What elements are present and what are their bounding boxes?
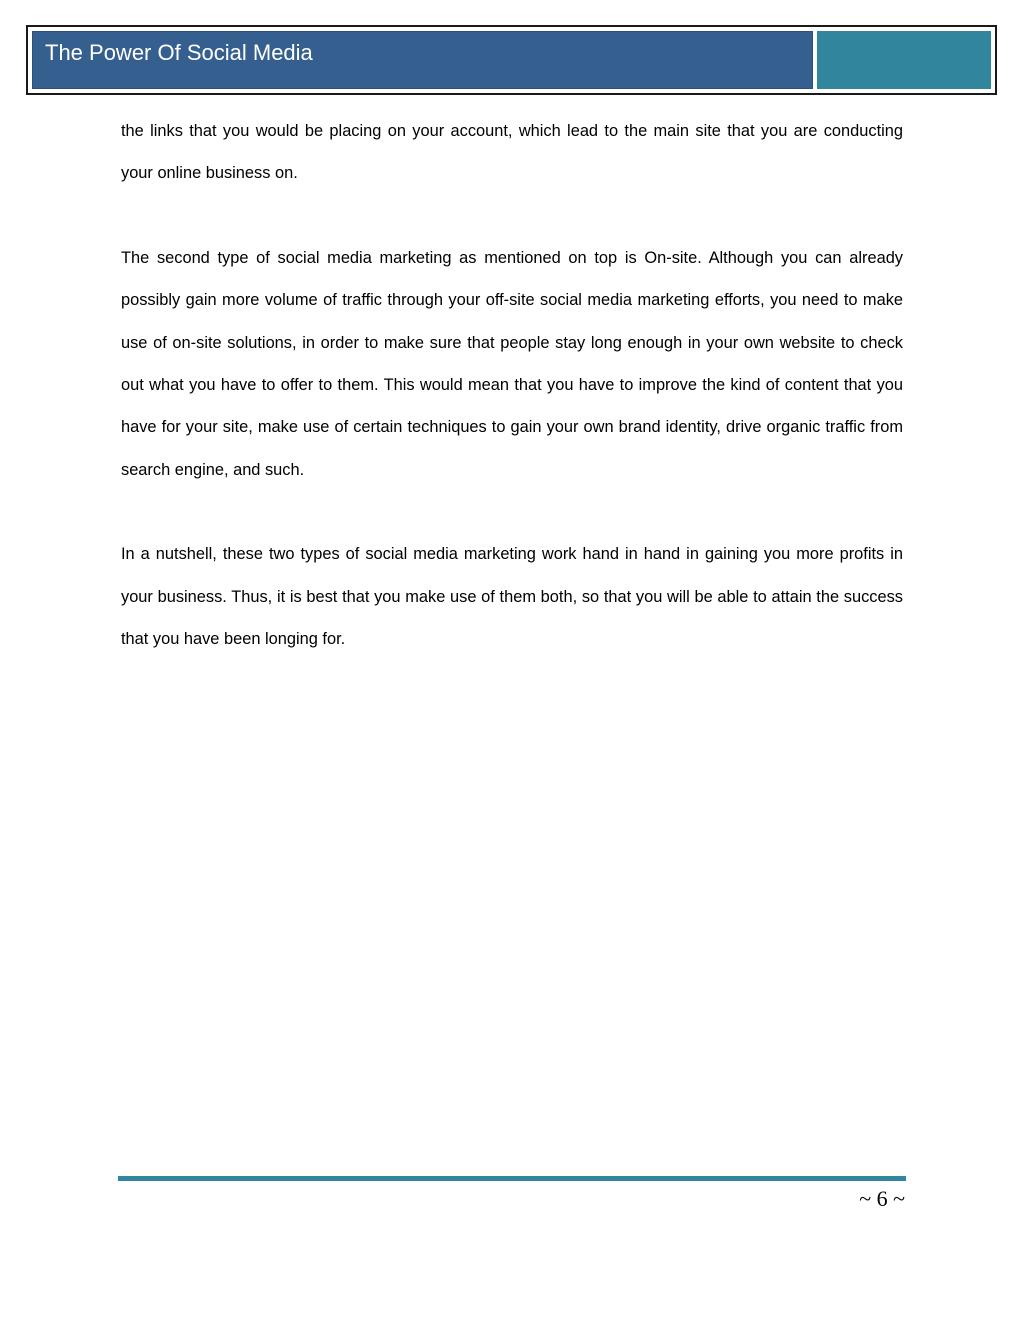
body-text [121, 110, 903, 702]
paragraph-3: In a nutshell, these two types of social media marketing work hand in hand in gaining you more profits in your business. Thus, it is best that you make use of them both, so that you will be able to attain the success that you have been longing for. [121, 545, 903, 649]
page-number: ~ 6 ~ [859, 1186, 905, 1211]
header-accent-block [817, 31, 991, 89]
paragraph-1: the links that you would be placing on your account, which lead to the main site that you are conducting your online business on. [121, 122, 903, 183]
footer-divider [118, 1176, 906, 1181]
paragraph-2: The second type of social media marketing as mentioned on top is On-site. Although you can already possibly gain more volume of traffic through your off-site social media marketing efforts, you need to make use of on-site solutions, in order to make sure that people stay long enough in your own website to check out what you have to offer to them. This would mean that you have to improve the kind of content that you have for your site, make use of certain techniques to gain your own brand identity, drive organic traffic from search engine, and such. [121, 248, 903, 479]
page-header [26, 25, 997, 95]
document-title: The Power Of Social Media [45, 40, 313, 65]
header-title-bar [32, 31, 813, 89]
